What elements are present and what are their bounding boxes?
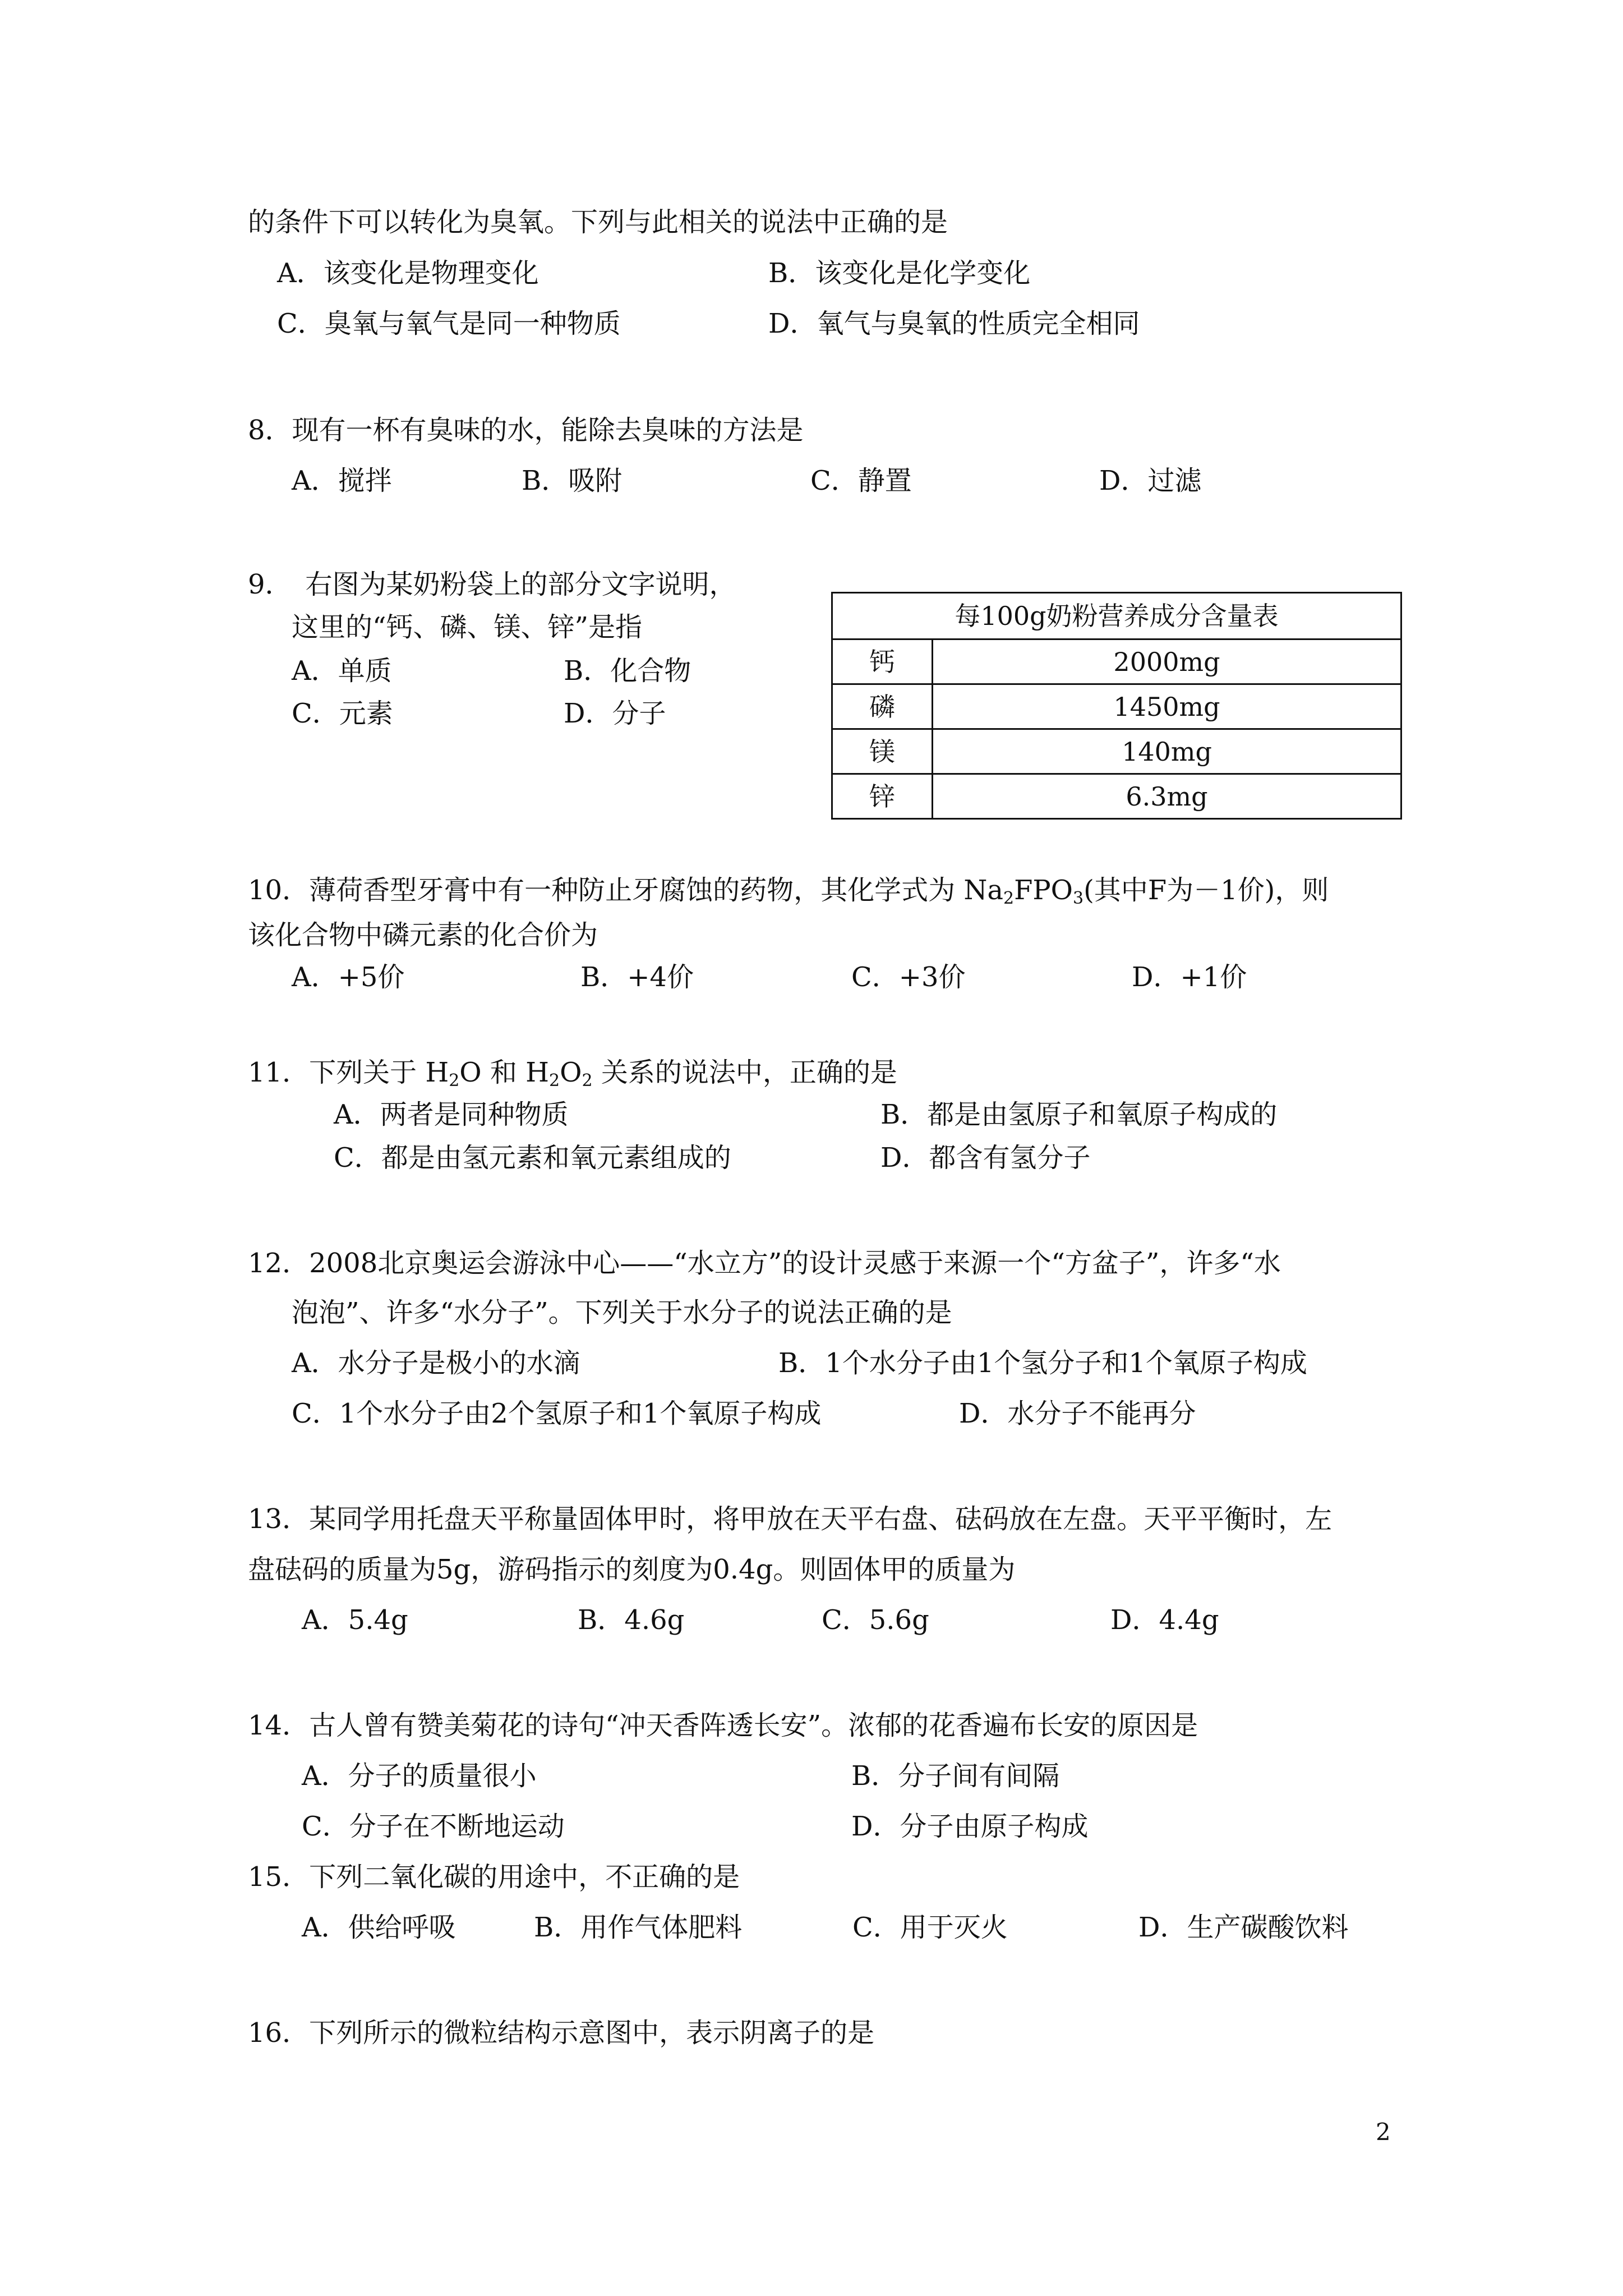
element-cell: 磷 <box>832 684 933 729</box>
q11-text-d: 关系的说法中，正确的是 <box>592 1057 897 1088</box>
amount-cell: 140mg <box>933 729 1401 774</box>
q9-option-d: D．分子 <box>564 698 666 729</box>
q12-stem-line1: 12．2008北京奥运会游泳中心——“水立方”的设计灵感于来源一个“方盆子”，许多“水 <box>248 1248 1281 1279</box>
q13-stem-line2: 盘砝码的质量为5g，游码指示的刻度为0.4g。则固体甲的质量为 <box>248 1554 1016 1585</box>
q16-stem: 16．下列所示的微粒结构示意图中，表示阴离子的是 <box>248 2017 875 2049</box>
q8-option-d: D．过滤 <box>1099 465 1202 496</box>
q15-option-c: C．用于灭火 <box>852 1912 1008 1943</box>
q10-option-d: D．+1价 <box>1132 961 1247 993</box>
amount-cell: 6.3mg <box>933 774 1401 819</box>
q13-option-b: B．4.6g <box>578 1604 685 1636</box>
q14-option-a: A．分子的质量很小 <box>302 1760 537 1792</box>
q7-option-d: D．氧气与臭氧的性质完全相同 <box>768 308 1140 339</box>
nutrition-table <box>831 592 1402 820</box>
table-row <box>832 639 1401 684</box>
q7-stem: 的条件下可以转化为臭氧。下列与此相关的说法中正确的是 <box>248 206 948 238</box>
q13-option-d: D．4.4g <box>1110 1604 1219 1636</box>
q8-stem: 8．现有一杯有臭味的水，能除去臭味的方法是 <box>248 415 804 446</box>
q11-text-b: O 和 H <box>459 1057 550 1088</box>
q9-stem-line2: 这里的“钙、磷、镁、锌”是指 <box>292 611 643 643</box>
q12-option-a: A．水分子是极小的水滴 <box>292 1347 580 1379</box>
table-row <box>832 774 1401 819</box>
q7-option-c: C．臭氧与氧气是同一种物质 <box>277 308 621 339</box>
q11-text-c: O <box>560 1057 582 1088</box>
q10-stem-line1 <box>248 875 1329 908</box>
q9-option-c: C．元素 <box>292 698 393 729</box>
q8-option-c: C．静置 <box>810 465 912 496</box>
q7-option-b: B．该变化是化学变化 <box>768 257 1031 289</box>
element-cell: 镁 <box>832 729 933 774</box>
q11-stem <box>248 1057 897 1091</box>
q10-text-b: FPO <box>1014 875 1073 906</box>
nutrition-table-header <box>832 593 1401 639</box>
q10-text-c: (其中F为－1价)，则 <box>1083 875 1329 906</box>
q11-sub-2: 2 <box>549 1071 560 1091</box>
table-row <box>832 729 1401 774</box>
q10-sub-na: 2 <box>1003 889 1015 908</box>
q10-sub-o: 3 <box>1073 889 1084 908</box>
q9-stem-line1: 9． 右图为某奶粉袋上的部分文字说明， <box>248 569 736 600</box>
q9-option-b: B．化合物 <box>564 655 691 687</box>
q15-option-d: D．生产碳酸饮料 <box>1138 1912 1349 1943</box>
q11-option-d: D．都含有氢分子 <box>880 1142 1091 1174</box>
q14-stem: 14．古人曾有赞美菊花的诗句“冲天香阵透长安”。浓郁的花香遍布长安的原因是 <box>248 1710 1198 1741</box>
nutrition-table-title: 每100g奶粉营养成分含量表 <box>832 593 1401 639</box>
q13-option-c: C．5.6g <box>822 1604 929 1636</box>
q11-option-a: A．两者是同种物质 <box>334 1099 569 1130</box>
q15-stem: 15．下列二氧化碳的用途中，不正确的是 <box>248 1861 740 1893</box>
q8-option-b: B．吸附 <box>522 465 623 496</box>
q10-text-a: 10．薄荷香型牙膏中有一种防止牙腐蚀的药物，其化学式为 Na <box>248 875 1003 906</box>
q8-option-a: A．搅拌 <box>292 465 392 496</box>
element-cell: 钙 <box>832 639 933 684</box>
q10-stem-line2: 该化合物中磷元素的化合价为 <box>248 919 598 951</box>
q10-option-c: C．+3价 <box>851 961 966 993</box>
q10-option-a: A．+5价 <box>292 961 405 993</box>
q14-option-d: D．分子由原子构成 <box>851 1811 1089 1842</box>
q12-option-c: C．1个水分子由2个氢原子和1个氧原子构成 <box>292 1398 822 1429</box>
q13-stem-line1: 13．某同学用托盘天平称量固体甲时，将甲放在天平右盘、砝码放在左盘。天平平衡时，左 <box>248 1503 1332 1535</box>
q7-option-a: A．该变化是物理变化 <box>277 257 539 289</box>
q12-option-b: B．1个水分子由1个氢分子和1个氧原子构成 <box>778 1347 1307 1379</box>
q11-sub-1: 2 <box>449 1071 460 1091</box>
table-row <box>832 684 1401 729</box>
q11-sub-3: 2 <box>582 1071 593 1091</box>
q11-text-a: 11．下列关于 H <box>248 1057 449 1088</box>
q9-option-a: A．单质 <box>292 655 392 687</box>
q11-option-b: B．都是由氢原子和氧原子构成的 <box>880 1099 1278 1130</box>
q12-stem-line2: 泡泡”、许多“水分子”。下列关于水分子的说法正确的是 <box>292 1297 952 1328</box>
q15-option-b: B．用作气体肥料 <box>534 1912 743 1943</box>
q12-option-d: D．水分子不能再分 <box>959 1398 1196 1429</box>
q10-option-b: B．+4价 <box>580 961 694 993</box>
element-cell: 锌 <box>832 774 933 819</box>
q14-option-b: B．分子间有间隔 <box>851 1760 1060 1792</box>
page-number: 2 <box>1376 2118 1391 2146</box>
q13-option-a: A．5.4g <box>302 1604 408 1636</box>
q15-option-a: A．供给呼吸 <box>302 1912 456 1943</box>
amount-cell: 2000mg <box>933 639 1401 684</box>
q11-option-c: C．都是由氢元素和氧元素组成的 <box>334 1142 731 1174</box>
amount-cell: 1450mg <box>933 684 1401 729</box>
q14-option-c: C．分子在不断地运动 <box>302 1811 565 1842</box>
